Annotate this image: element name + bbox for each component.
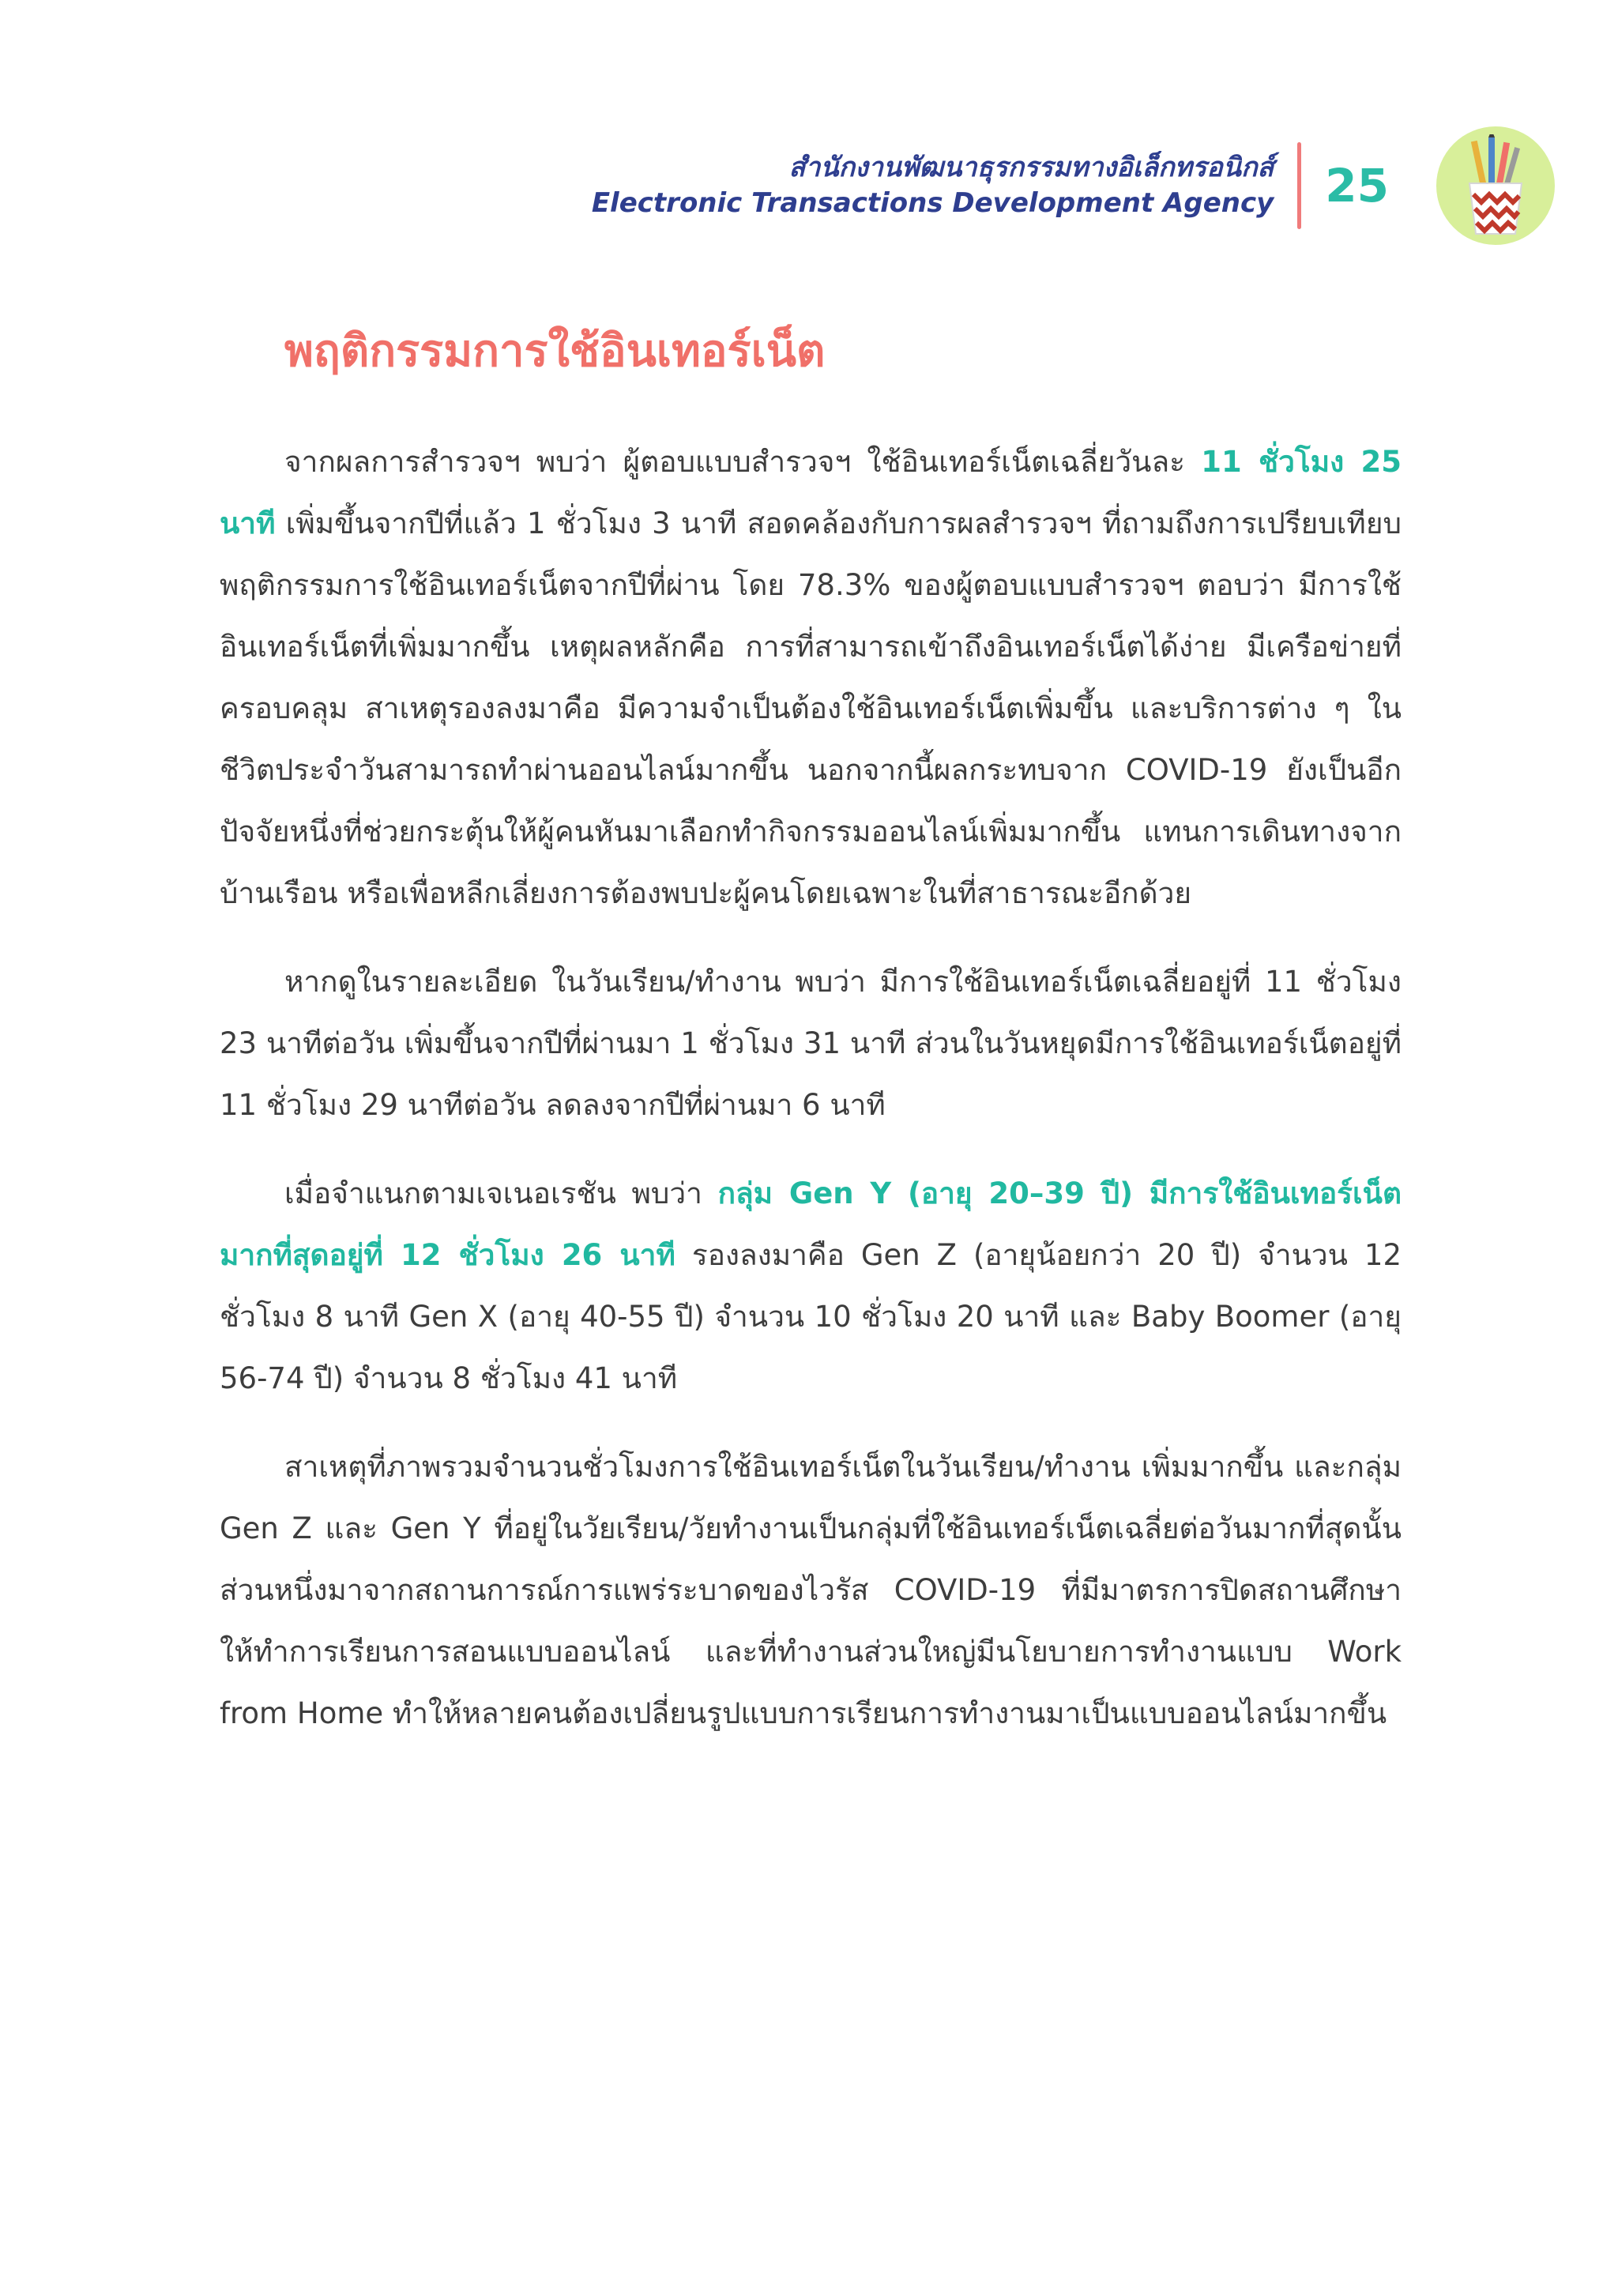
paragraph-text: เพิ่มขึ้นจากปีที่แล้ว 1 ชั่วโมง 3 นาที สอดคล้องกับการผลสำรวจฯ ที่ถามถึงการเปรียบเทียบพฤติกรรมการใช้อินเทอร์เน็ตจากปีที่ผ่าน โดย 78.3% ของผู้ตอบแบบสำรวจฯ ตอบว่า มีการใช้อินเทอร์เน็ตที่เพิ่มมากขึ้น เหตุผลหลักคือ การที่สามารถเข้าถึงอินเทอร์เน็ตได้ง่าย มีเครือข่ายที่ครอบคลุม สาเหตุรองลงมาคือ มีความจำเป็นต้องใช้อินเทอร์เน็ตเพิ่มขึ้น และบริการต่าง ๆ ในชีวิตประจำวันสามารถทำผ่านออนไลน์มากขึ้น นอกจากนี้ผลกระทบจาก COVID-19 ยังเป็นอีกปัจจัยหนึ่งที่ช่วยกระตุ้นให้ผู้คนหันมาเลือกทำกิจกรรมออนไลน์เพิ่มมากขึ้น แทนการเดินทางจากบ้านเรือน หรือเพื่อหลีกเลี่ยงการต้องพบปะผู้คนโดยเฉพาะในที่สาธารณะอีกด้วย [220,506,1402,910]
highlight-text: กลุ่ม Gen Y (อายุ 20–39 ปี) มีการใช้อินเทอร์เน็ตมากที่สุดอยู่ที่ 12 ชั่วโมง 26 นาที [220,1176,1402,1272]
paragraph-2: หากดูในรายละเอียด ในวันเรียน/ทำงาน พบว่า มีการใช้อินเทอร์เน็ตเฉลี่ยอยู่ที่ 11 ชั่วโมง 23 นาทีต่อวัน เพิ่มขึ้นจากปีที่ผ่านมา 1 ชั่วโมง 31 นาที ส่วนในวันหยุดมีการใช้อินเทอร์เน็ตอยู่ที่ 11 ชั่วโมง 29 นาทีต่อวัน ลดลงจากปีที่ผ่านมา 6 นาที [220,965,1402,1122]
organization-name-thai: สำนักงานพัฒนาธุรกรรมทางอิเล็กทรอนิกส์ [788,152,1274,183]
pencil-cup-icon [1436,126,1555,245]
main-content [220,316,1402,1771]
paragraph-text: เมื่อจำแนกตามเจเนอเรชัน พบว่า [284,1176,718,1210]
paragraph-4: สาเหตุที่ภาพรวมจำนวนชั่วโมงการใช้อินเทอร์เน็ตในวันเรียน/ทำงาน เพิ่มมากขึ้น และกลุ่ม Gen Z และ Gen Y ที่อยู่ในวัยเรียน/วัยทำงานเป็นกลุ่มที่ใช้อินเทอร์เน็ตเฉลี่ยต่อวันมากที่สุดนั้น ส่วนหนึ่งมาจากสถานการณ์การแพร่ระบาดของไวรัส COVID-19 ที่มีมาตรการปิดสถานศึกษาให้ทำการเรียนการสอนแบบออนไลน์ และที่ทำงานส่วนใหญ่มีนโยบายการทำงานแบบ Work from Home ทำให้หลายคนต้องเปลี่ยนรูปแบบการเรียนการทำงานมาเป็นแบบออนไลน์มากขึ้น [220,1450,1402,1730]
organization-name-english: Electronic Transactions Development Agency [591,187,1274,219]
page-header [592,126,1555,245]
paragraph-1 [220,431,1402,924]
highlight-text: 11 ชั่วโมง 25 นาที [220,445,1402,540]
paragraph-3 [220,1163,1402,1410]
paragraph-text: รองลงมาคือ Gen Z (อายุน้อยกว่า 20 ปี) จำนวน 12 ชั่วโมง 8 นาที Gen X (อายุ 40-55 ปี) จำนวน 10 ชั่วโมง 20 นาที และ Baby Boomer (อายุ 56-74 ปี) จำนวน 8 ชั่วโมง 41 นาที [220,1238,1402,1395]
section-title: พฤติกรรมการใช้อินเทอร์เน็ต [284,326,826,377]
organization-name [592,150,1274,221]
header-divider [1297,142,1301,229]
paragraph-text: จากผลการสำรวจฯ พบว่า ผู้ตอบแบบสำรวจฯ ใช้อินเทอร์เน็ตเฉลี่ยวันละ [284,445,1202,479]
page-number: 25 [1325,159,1389,213]
